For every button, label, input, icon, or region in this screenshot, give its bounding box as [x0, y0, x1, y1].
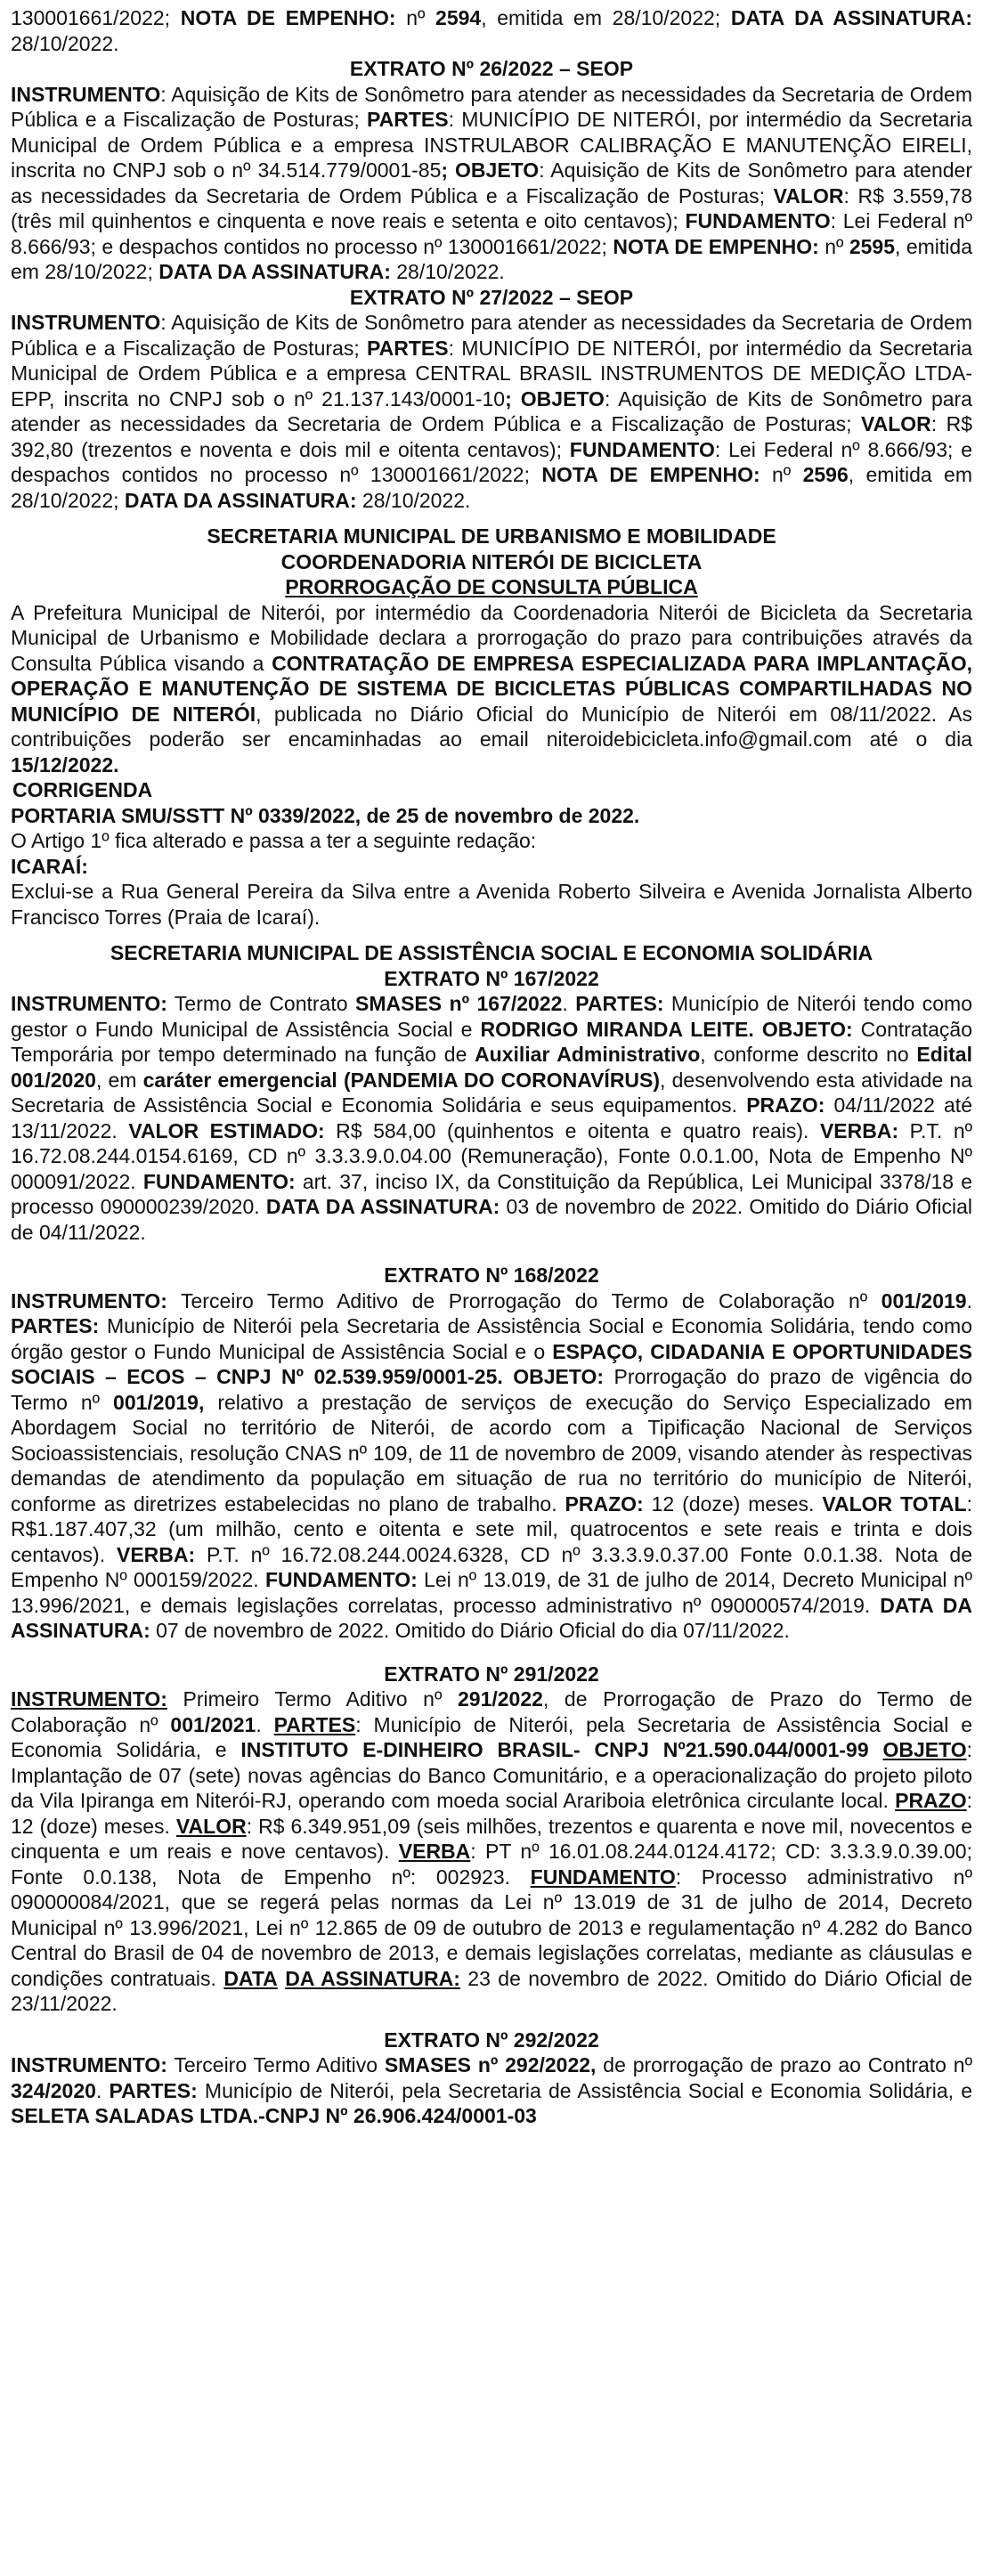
text-run: 07 de novembro de 2022. Omitido do Diário Oficial do dia 07/11/2022. [150, 1619, 790, 1642]
bold-run: 001/2019 [881, 1288, 967, 1312]
portaria-title [11, 803, 972, 829]
text-run: de prorrogação de prazo ao Contrato nº [596, 2053, 972, 2076]
text-run: Terceiro Termo Aditivo de Prorrogação do Termo de Colaboração nº [167, 1288, 881, 1312]
bold-run: 15/12/2022. [11, 752, 119, 776]
smas-heading: SECRETARIA MUNICIPAL DE ASSISTÊNCIA SOCIAL E ECONOMIA SOLIDÁRIA [110, 941, 873, 964]
text-run: nº [395, 6, 436, 29]
text-run: . [256, 1712, 274, 1736]
extract-168-title: EXTRATO Nº 168/2022 [384, 1264, 599, 1287]
extract-292-title: EXTRATO Nº 292/2022 [384, 2027, 599, 2052]
text-run: : PT nº 16.01.08.244.0124.4172; CD: 3.3.3.9.0.39.00; Fonte 0.0.138, Nota de Empenho nº: 002923. [11, 1840, 972, 1889]
text-run: : Lei Federal nº 8.666/93; e despachos contidos no processo nº 130001661/2022; [11, 437, 972, 486]
bold-run: 2595 [849, 234, 896, 258]
bold-run: 2596 [802, 463, 849, 486]
bold-run: VALOR ESTIMADO: [128, 1118, 325, 1142]
bold-run: FUNDAMENTO [530, 1865, 676, 1889]
smu-notice-body [11, 600, 972, 778]
text-run: art. 37, inciso IX, da Constituição da República, Lei Municipal 3378/18 e processo 090000239/2020. [11, 1169, 973, 1218]
bold-run: RODRIGO MIRANDA LEITE. OBJETO: [480, 1017, 853, 1041]
text-run: Município de Niterói pela Secretaria de Assistência Social e Economia Solidária, tendo como órgão gestor o Fundo Municipal de Assistência Social e o [11, 1314, 972, 1363]
text-run [869, 1738, 883, 1761]
text-run: A Prefeitura Municipal de Niterói, por intermédio da Coordenadoria Niterói de Bicicleta da Secretaria Municipal de Urbanismo e Mobilidade declara a prorrogação do prazo para contribuições através da Consulta Pública visando a [11, 600, 972, 675]
bold-run: INSTRUMENTO: [11, 992, 167, 1015]
bold-run: PORTARIA SMU/SSTT Nº 0339/2022, de 25 de novembro de 2022. [11, 803, 640, 827]
text-run: , emitida em 28/10/2022; [11, 234, 972, 283]
bold-run: INSTRUMENTO [11, 311, 161, 334]
text-run: 28/10/2022. [390, 260, 505, 283]
bold-run: VERBA [398, 1840, 471, 1863]
exclusion-text: Exclui-se a Rua General Pereira da Silva entre a Avenida Roberto Silveira e Avenida Jornalista Alberto Francisco Torres (Praia de Icaraí). [11, 880, 972, 929]
text-run: Terceiro Termo Aditivo [167, 2053, 385, 2076]
bold-run: DA ASSINATURA: [285, 1966, 460, 1990]
bold-run: DATA DA ASSINATURA: [730, 6, 972, 29]
extract-291-title: EXTRATO Nº 291/2022 [384, 1662, 599, 1686]
bold-run: DATA DA ASSINATURA: [158, 260, 391, 283]
smu-subheading: COORDENADORIA NITERÓI DE BICICLETA [280, 549, 703, 573]
extract-168-body [11, 1288, 972, 1644]
bold-run: NOTA DE EMPENHO: [180, 6, 396, 29]
bold-run: INSTRUMENTO: [11, 1687, 167, 1711]
text-run: : R$ 6.349.951,09 (seis milhões, trezentos e quarenta e nove mil, novecentos e cinquenta e um reais e nove centavos). [11, 1814, 972, 1863]
article-text: O Artigo 1º fica alterado e passa a ter a seguinte redação: [11, 829, 537, 852]
corrigenda-label [11, 777, 972, 803]
district-label [11, 854, 972, 880]
bold-run: VALOR [773, 183, 844, 207]
bold-run: DATA [223, 1966, 278, 1990]
text-run: . [562, 992, 576, 1015]
bold-run: 324/2020 [11, 2078, 96, 2102]
text-run: Município de Niterói tendo como gestor o Fundo Municipal de Assistência Social e [11, 992, 972, 1041]
text-run: Termo de Contrato [167, 992, 355, 1015]
bold-run: ESPAÇO, CIDADANIA E OPORTUNIDADES SOCIAIS – ECOS – CNPJ Nº 02.539.959/0001-25. OBJETO: [11, 1339, 972, 1388]
bold-run: 001/2019, [113, 1390, 205, 1414]
text-run: 28/10/2022. [11, 31, 119, 55]
text-run: : R$1.187.407,32 (um milhão, cento e oitenta e sete mil, quatrocentos e sete reais e trinta e dois centavos). [11, 1491, 972, 1566]
bold-run: NOTA DE EMPENHO: [613, 234, 819, 258]
text-run: : Processo administrativo nº 090000084/2021, que se regerá pelas normas da Lei nº 13.019 de 31 de julho de 2014, Decreto Municipal nº 13.996/2021, Lei nº 12.865 de 09 de outubro de 2013 e regulamentação nº 4.282 do Banco Central do Brasil de 04 de novembro de 2013, e demais legislações correlatas, mediante as cláusulas e condições contratuais. [11, 1865, 972, 1990]
text-run: Município de Niterói, pela Secretaria de Assistência Social e Economia Solidária, e [197, 2078, 972, 2102]
text-run: , de Prorrogação de Prazo do Termo de Colaboração nº [11, 1687, 972, 1736]
bold-run: INSTRUMENTO: [11, 2053, 167, 2076]
text-run: : Aquisição de Kits de Sonômetro para atender as necessidades da Secretaria de Ordem Pública e a Fiscalização de Posturas; [11, 386, 972, 435]
text-run: : 12 (doze) meses. [11, 1789, 972, 1838]
extract-292-body [11, 2052, 972, 2129]
bold-run: PARTES: [109, 2078, 198, 2102]
bold-run: ICARAÍ: [11, 854, 88, 878]
bold-run: VERBA: [117, 1542, 196, 1566]
extract-27-body [11, 310, 972, 513]
bold-run: OBJETO [882, 1738, 967, 1761]
text-run: relativo a prestação de serviços de execução do Serviço Especializado em Abordagem Social no território de Niterói, de acordo com a Tipificação Nacional de Serviços Socioassistenciais, resolução CNAS nº 109, de 11 de novembro de 2009, visando atender às respectivas demandas de atendimento da população em situação de rua no território do município de Niterói, conforme as diretrizes estabelecidas no plano de trabalho. [11, 1390, 973, 1516]
bold-run: Edital 001/2020 [11, 1043, 972, 1092]
smu-notice-title: PRORROGAÇÃO DE CONSULTA PÚBLICA [285, 575, 698, 598]
extract-26-body [11, 82, 972, 285]
text-run: : MUNICÍPIO DE NITERÓI, por intermédio da Secretaria Municipal de Ordem Pública e a empresa INSTRULABOR CALIBRAÇÃO E MANUTENÇÃO EIRELI, inscrita no CNPJ sob o nº 34.514.779/0001-85 [11, 108, 972, 182]
extract-167-title: EXTRATO Nº 167/2022 [384, 966, 599, 990]
bold-run: VALOR TOTAL [822, 1491, 967, 1516]
bold-run: PRAZO [895, 1789, 967, 1812]
bold-run: PARTES [367, 108, 449, 131]
bold-run: DATA DA ASSINATURA: [11, 1593, 972, 1642]
previous-extract-tail [11, 5, 972, 56]
text-run: Prorrogação do prazo de vigência do Termo nº [11, 1365, 973, 1414]
text-run: Primeiro Termo Aditivo nº [167, 1687, 458, 1711]
text-run: R$ 584,00 (quinhentos e oitenta e quatro reais). [324, 1118, 820, 1142]
text-run: 12 (doze) meses. [643, 1491, 823, 1516]
text-run: : Aquisição de Kits de Sonômetro para atender as necessidades da Secretaria de Ordem Pública e a Fiscalização de Posturas; [11, 82, 972, 131]
text-run: , emitida em 28/10/2022; [481, 6, 731, 29]
bold-run: 291/2022 [457, 1687, 543, 1711]
bold-run: NOTA DE EMPENHO: [541, 463, 760, 486]
text-run: : Aquisição de Kits de Sonômetro para atender as necessidades da Secretaria de Ordem Pública e a Fiscalização de Posturas; [11, 311, 972, 360]
text-run: nº [760, 463, 803, 486]
text-run: , conforme descrito no [700, 1043, 917, 1066]
bold-run: CONTRATAÇÃO DE EMPRESA ESPECIALIZADA PARA IMPLANTAÇÃO, OPERAÇÃO E MANUTENÇÃO DE SISTEMA DE BICICLETAS PÚBLICAS COMPARTILHADAS NO MUNICÍPIO DE NITERÓI [11, 651, 973, 726]
text-run: Contratação Temporária por tempo determinado na função de [11, 1017, 972, 1066]
bold-run: VALOR [860, 412, 931, 435]
bold-run: caráter emergencial (PANDEMIA DO CORONAVÍRUS) [142, 1068, 661, 1092]
bold-run: PRAZO: [565, 1491, 644, 1516]
bold-run: FUNDAMENTO: [264, 1568, 418, 1591]
text-run: : Lei Federal nº 8.666/93; e despachos contidos no processo nº 130001661/2022; [11, 209, 972, 258]
bold-run: SELETA SALADAS LTDA.-CNPJ Nº 26.906.424/0001-03 [11, 2104, 537, 2127]
bold-run: DATA DA ASSINATURA: [124, 488, 357, 512]
bold-run: FUNDAMENTO [685, 209, 831, 232]
bold-run: PRAZO: [746, 1093, 825, 1117]
text-run: P.T. nº 16.72.08.244.0024.6328, CD nº 3.3.3.9.0.37.00 Fonte 0.0.1.38. Nota de Empenho Nº 000159/2022. [11, 1542, 973, 1591]
text-run: : Município de Niterói, pela Secretaria de Assistência Social e Economia Solidária, e [11, 1712, 972, 1761]
bold-run: PARTES [367, 336, 449, 360]
text-run: , publicada no Diário Oficial do Município de Niterói em 08/11/2022. As contribuições poderão ser encaminhadas ao email niteroidebicicleta.info@gmail.com até o dia [11, 702, 972, 751]
bold-run: SMASES nº 292/2022, [384, 2053, 597, 2076]
extract-27-title: EXTRATO Nº 27/2022 – SEOP [349, 285, 634, 309]
text-run: , desenvolvendo esta atividade na Secretaria de Assistência Social e Economia Solidária e seus equipamentos. [11, 1068, 972, 1117]
text-run: : R$ 392,80 (trezentos e noventa e dois mil e oitenta centavos); [11, 412, 972, 461]
text-run: , em [95, 1068, 143, 1092]
text-run: P.T. nº 16.72.08.244.0154.6169, CD nº 3.3.3.9.0.04.00 (Remuneração), Fonte 0.0.1.00, Nota de Empenho Nº 000091/2022. [11, 1118, 973, 1193]
extract-26-title: EXTRATO Nº 26/2022 – SEOP [349, 57, 634, 80]
text-run: nº [818, 234, 849, 258]
extract-167-body [11, 991, 972, 1245]
bold-run: DATA DA ASSINATURA: [265, 1195, 500, 1218]
bold-run: VALOR [175, 1814, 247, 1838]
extract-291-body [11, 1686, 972, 2017]
text-run: 03 de novembro de 2022. Omitido do Diário Oficial de 04/11/2022. [11, 1195, 972, 1244]
bold-run: 001/2021 [170, 1712, 256, 1736]
bold-run: ; OBJETO [505, 386, 605, 410]
text-run: : Implantação de 07 (sete) novas agências do Banco Comunitário, e a operacionalização do projeto piloto da Vila Ipiranga em Niterói-RJ, operando com moeda social Arariboia eletrônica circulante local. [11, 1738, 973, 1812]
bold-run: PARTES: [575, 992, 664, 1015]
text-run [278, 1967, 285, 1990]
text-run: 28/10/2022. [356, 488, 471, 512]
bold-run: INSTRUMENTO [11, 82, 161, 106]
text-run: . [95, 2078, 110, 2102]
bold-run: FUNDAMENTO [569, 437, 715, 461]
bold-run: SMASES nº 167/2022 [354, 992, 563, 1015]
text-run: : R$ 3.559,78 (três mil quinhentos e cinquenta e nove reais e setenta e oito centavos); [11, 183, 972, 232]
text-run: Lei nº 13.019, de 31 de julho de 2014, Decreto Municipal nº 13.996/2021, e demais legislações correlatas, processo administrativo nº 090000574/2019. [11, 1568, 972, 1617]
bold-run: INSTRUMENTO: [11, 1288, 167, 1312]
text-run: 130001661/2022; [11, 6, 181, 29]
text-run: : MUNICÍPIO DE NITERÓI, por intermédio da Secretaria Municipal de Ordem Pública e a empresa CENTRAL BRASIL INSTRUMENTOS DE MEDIÇÃO LTDA-EPP, inscrita no CNPJ sob o nº 21.137.143/0001-10 [11, 336, 972, 410]
text-run: : Aquisição de Kits de Sonômetro para atender as necessidades da Secretaria de Ordem Pública e a Fiscalização de Posturas; [11, 158, 972, 207]
text-run: 04/11/2022 até 13/11/2022. [11, 1093, 972, 1142]
text-run: . [966, 1288, 972, 1312]
text-run: 23 de novembro de 2022. Omitido do Diário Oficial de 23/11/2022. [11, 1966, 973, 2015]
bold-run: Auxiliar Administrativo [475, 1043, 701, 1066]
text-run: , emitida em 28/10/2022; [11, 463, 972, 512]
bold-run: 2594 [435, 6, 482, 29]
bold-run: ; OBJETO [441, 158, 540, 182]
bold-run: VERBA: [819, 1118, 899, 1142]
bold-run: PARTES [273, 1712, 356, 1736]
bold-run: PARTES: [11, 1314, 100, 1337]
bold-run: FUNDAMENTO: [142, 1169, 296, 1193]
bold-run: INSTITUTO E-DINHEIRO BRASIL- CNPJ Nº21.590.044/0001-99 [240, 1738, 869, 1761]
smu-heading: SECRETARIA MUNICIPAL DE URBANISMO E MOBILIDADE [207, 524, 776, 548]
bold-run: CORRIGENDA [12, 778, 153, 801]
